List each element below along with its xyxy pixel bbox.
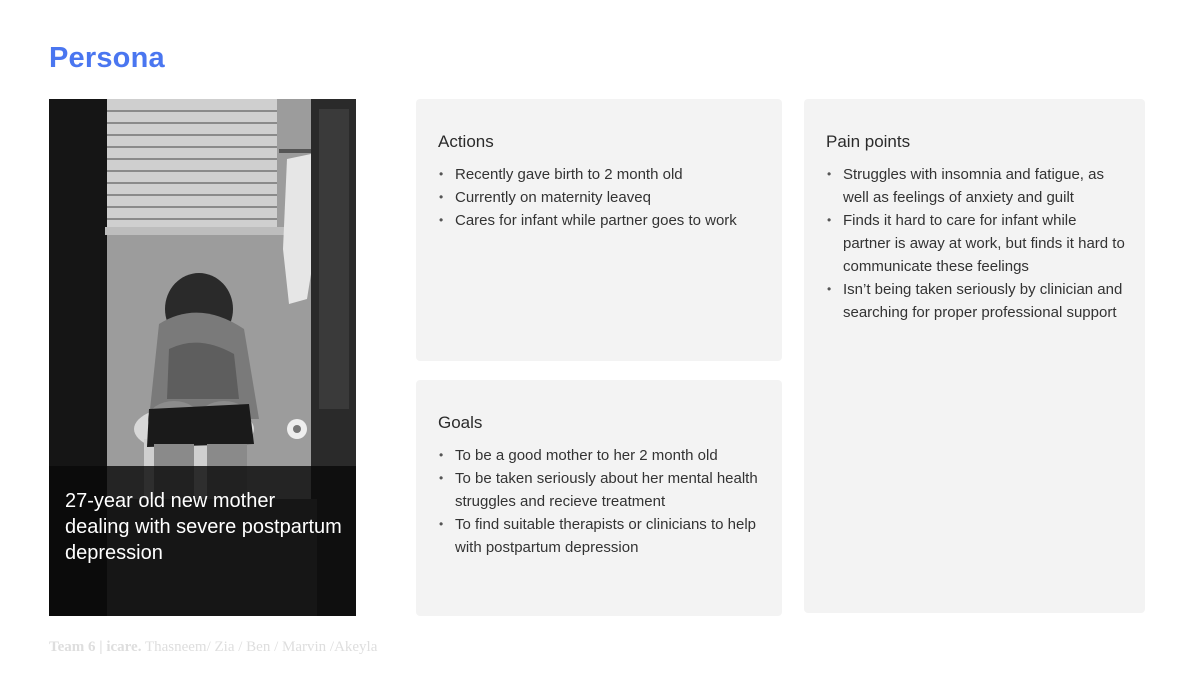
footer-team: Team 6 | icare. xyxy=(49,639,142,655)
list-item: • Isn’t being taken seriously by clinician and searching for proper professional support xyxy=(826,278,1127,324)
list-item: • To be a good mother to her 2 month old xyxy=(438,444,764,467)
pain-points-list xyxy=(826,163,1127,324)
actions-card xyxy=(416,99,782,361)
footer-credits xyxy=(49,639,377,656)
list-item: • Recently gave birth to 2 month old xyxy=(438,163,764,186)
list-item: • To be taken seriously about her mental health struggles and recieve treatment xyxy=(438,467,764,513)
list-item: • Finds it hard to care for infant while partner is away at work, but finds it hard to communicate these feelings xyxy=(826,209,1127,278)
list-item: • Struggles with insomnia and fatigue, as well as feelings of anxiety and guilt xyxy=(826,163,1127,209)
list-item: • Cares for infant while partner goes to work xyxy=(438,209,764,232)
list-item: • To find suitable therapists or clinicians to help with postpartum depression xyxy=(438,513,764,559)
actions-heading: Actions xyxy=(438,132,494,151)
goals-heading: Goals xyxy=(438,413,483,432)
actions-list xyxy=(438,163,764,232)
footer-names: Thasneem/ Zia / Ben / Marvin /Akeyla xyxy=(141,639,378,655)
list-item: • Currently on maternity leaveq xyxy=(438,186,764,209)
persona-photo xyxy=(49,99,356,616)
photo-caption-overlay xyxy=(49,466,356,616)
goals-card xyxy=(416,380,782,616)
page-title: Persona xyxy=(49,42,165,74)
goals-list xyxy=(438,444,764,559)
persona-description: 27-year old new mother dealing with severe postpartum depression xyxy=(65,490,342,564)
pain-points-heading: Pain points xyxy=(826,132,911,151)
pain-points-card xyxy=(804,99,1145,613)
